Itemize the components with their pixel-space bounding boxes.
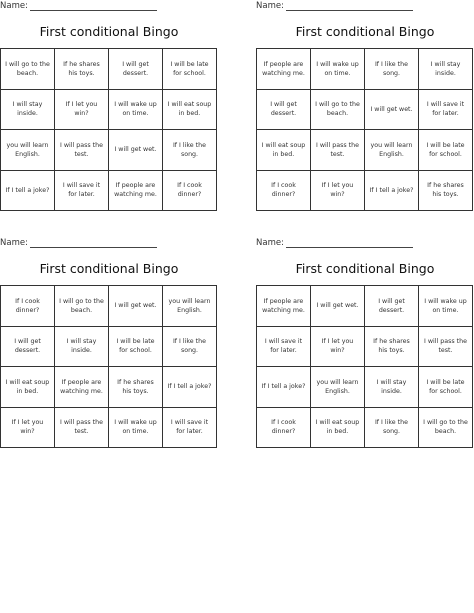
bingo-cell[interactable]: I will get wet. [365,90,419,131]
name-field [256,238,413,248]
bingo-card-2 [256,0,474,212]
name-blank-line[interactable] [286,2,413,11]
bingo-cell[interactable]: I will wake up on time. [419,286,473,327]
bingo-cell[interactable]: I will wake up on time. [311,49,365,90]
name-field [0,1,157,11]
bingo-cell[interactable]: I will save it for later. [257,327,311,368]
bingo-cell[interactable]: you will learn English. [365,130,419,171]
bingo-cell[interactable]: If I cook dinner? [257,408,311,449]
bingo-cell[interactable]: If he shares his toys. [109,367,163,408]
bingo-cell[interactable]: I will go to the beach. [55,286,109,327]
bingo-cell[interactable]: I will be late for school. [109,327,163,368]
name-field [256,1,413,11]
bingo-cell[interactable]: I will be late for school. [419,130,473,171]
bingo-grid [256,48,473,211]
bingo-cell[interactable]: I will stay inside. [365,367,419,408]
bingo-cell[interactable]: I will eat soup in bed. [1,367,55,408]
bingo-grid [0,285,217,448]
bingo-cell[interactable]: I will get dessert. [1,327,55,368]
card-title: First conditional Bingo [39,261,179,276]
name-blank-line[interactable] [30,2,157,11]
card-title: First conditional Bingo [39,24,179,39]
bingo-cell[interactable]: I will pass the test. [311,130,365,171]
card-title: First conditional Bingo [295,261,435,276]
bingo-cell[interactable]: If I like the song. [365,408,419,449]
bingo-cell[interactable]: I will get dessert. [257,90,311,131]
name-label: Name: [0,1,28,11]
bingo-cell[interactable]: I will be late for school. [419,367,473,408]
bingo-cell[interactable]: I will stay inside. [1,90,55,131]
bingo-cell[interactable]: I will pass the test. [55,130,109,171]
bingo-cell[interactable]: I will get wet. [109,286,163,327]
bingo-cell[interactable]: I will eat soup in bed. [311,408,365,449]
bingo-cell[interactable]: If people are watching me. [257,286,311,327]
name-blank-line[interactable] [286,239,413,248]
bingo-cell[interactable]: If I like the song. [365,49,419,90]
bingo-cell[interactable]: If I tell a joke? [1,171,55,212]
bingo-cell[interactable]: you will learn English. [1,130,55,171]
bingo-card-4 [256,237,474,449]
bingo-cell[interactable]: I will get wet. [109,130,163,171]
bingo-cell[interactable]: If I let you win? [55,90,109,131]
bingo-cell[interactable]: If I tell a joke? [365,171,419,212]
bingo-cell[interactable]: If I tell a joke? [257,367,311,408]
bingo-card-1 [0,0,218,212]
bingo-cell[interactable]: I will go to the beach. [419,408,473,449]
bingo-cell[interactable]: If people are watching me. [55,367,109,408]
bingo-cell[interactable]: If I cook dinner? [163,171,217,212]
bingo-cell[interactable]: I will save it for later. [163,408,217,449]
bingo-cell[interactable]: If I let you win? [311,171,365,212]
bingo-grid [0,48,217,211]
bingo-cell[interactable]: I will eat soup in bed. [257,130,311,171]
bingo-cell[interactable]: If people are watching me. [109,171,163,212]
name-blank-line[interactable] [30,239,157,248]
bingo-cell[interactable]: If he shares his toys. [419,171,473,212]
bingo-cell[interactable]: If I let you win? [1,408,55,449]
bingo-cell[interactable]: you will learn English. [163,286,217,327]
name-label: Name: [0,238,28,248]
bingo-cell[interactable]: If I cook dinner? [257,171,311,212]
bingo-cell[interactable]: I will go to the beach. [311,90,365,131]
name-label: Name: [256,238,284,248]
bingo-cell[interactable]: If I let you win? [311,327,365,368]
bingo-cell[interactable]: I will pass the test. [419,327,473,368]
bingo-cell[interactable]: I will wake up on time. [109,408,163,449]
bingo-cell[interactable]: I will get dessert. [109,49,163,90]
bingo-cell[interactable]: I will get dessert. [365,286,419,327]
name-field [0,238,157,248]
bingo-cell[interactable]: I will save it for later. [55,171,109,212]
card-title: First conditional Bingo [295,24,435,39]
bingo-cell[interactable]: I will stay inside. [419,49,473,90]
name-label: Name: [256,1,284,11]
bingo-cell[interactable]: If people are watching me. [257,49,311,90]
bingo-cell[interactable]: I will get wet. [311,286,365,327]
bingo-cell[interactable]: If he shares his toys. [365,327,419,368]
bingo-cell[interactable]: If he shares his toys. [55,49,109,90]
bingo-grid [256,285,473,448]
bingo-cell[interactable]: If I tell a joke? [163,367,217,408]
bingo-cell[interactable]: I will stay inside. [55,327,109,368]
bingo-card-3 [0,237,218,449]
bingo-cell[interactable]: If I like the song. [163,130,217,171]
bingo-cell[interactable]: I will go to the beach. [1,49,55,90]
bingo-cell[interactable]: I will eat soup in bed. [163,90,217,131]
bingo-cell[interactable]: If I like the song. [163,327,217,368]
bingo-cell[interactable]: I will pass the test. [55,408,109,449]
bingo-cell[interactable]: I will wake up on time. [109,90,163,131]
bingo-cell[interactable]: I will be late for school. [163,49,217,90]
bingo-cell[interactable]: If I cook dinner? [1,286,55,327]
bingo-cell[interactable]: you will learn English. [311,367,365,408]
bingo-cell[interactable]: I will save it for later. [419,90,473,131]
